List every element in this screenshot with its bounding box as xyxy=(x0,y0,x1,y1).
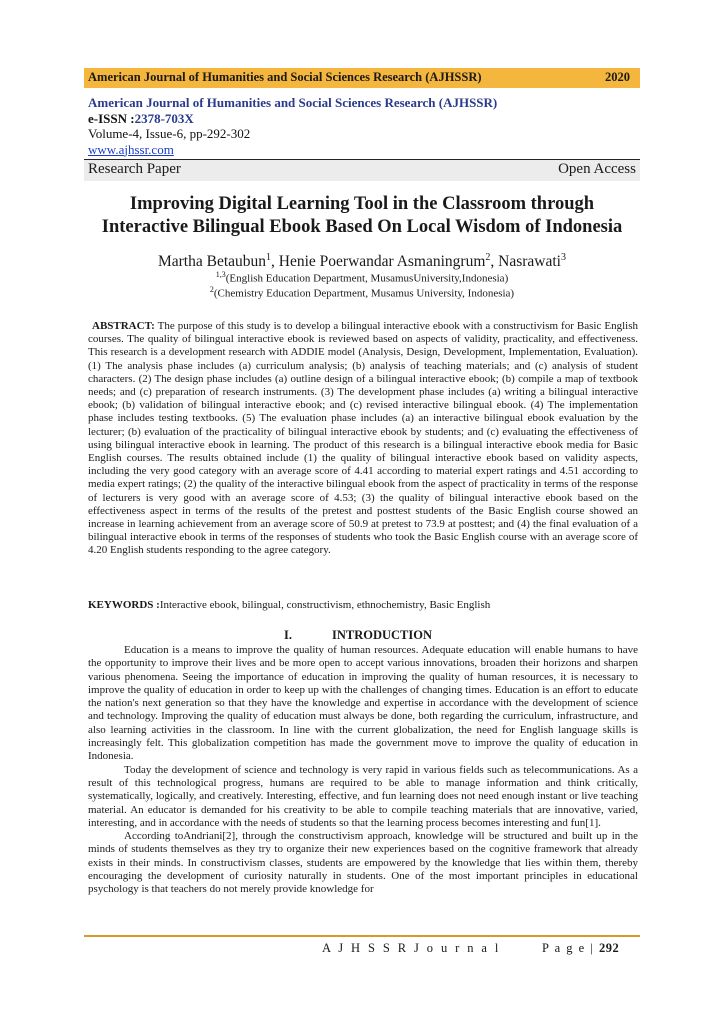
introduction-body xyxy=(88,644,638,897)
author-1: Martha Betaubun xyxy=(157,253,267,271)
affiliation-1 xyxy=(84,270,640,285)
affiliation-2-marker: 2 xyxy=(209,285,214,294)
keywords-text: Interactive ebook, bilingual, constructivism, ethnochemistry, Basic English xyxy=(159,599,491,611)
issn-label: e-ISSN : xyxy=(88,110,135,126)
author-2-affil: 2 xyxy=(485,252,491,263)
issn-value: 2378-703X xyxy=(134,110,194,126)
title-line-1: Improving Digital Learning Tool in the Classroom through xyxy=(129,194,595,214)
author-list xyxy=(84,252,640,271)
author-3: , Nasrawati xyxy=(490,253,561,271)
keywords-label: KEYWORDS : xyxy=(88,599,160,611)
paragraph: Today the development of science and technology is very rapid in various fields such as telecommunications. As a result of this technological progress, humans are required to be able to manage information and think critically, systematically, logically, and creatively. Interesting, effective, and fun learning does not need enough instant or live teaching material. An educator is demanded for his creativity to be able to compile teaching materials that are innovative, varied, interesting, and in accordance with the needs of students so that the learning process becomes interesting and fun[1]. xyxy=(88,763,638,829)
paragraph: According toAndriani[2], through the constructivism approach, knowledge will be structured and built up in the minds of students themselves as they try to organize their new experiences based on the cognitive framework that already exists in their minds. In constructivism classes, students are empowered by the knowledge that lies within them, thereby encouraging the development of curiosity naturally in students. One of the most important principles in educational psychology is that teachers do not merely provide knowledge for xyxy=(88,830,638,896)
affiliation-2 xyxy=(84,285,640,300)
masthead-issn xyxy=(88,111,497,127)
affiliation-1-text: (English Education Department, MusamusUniversity,Indonesia) xyxy=(225,272,509,285)
footer-journal: A J H S S R J o u r n a l xyxy=(322,941,501,955)
header-year: 2020 xyxy=(605,70,630,84)
footer-page-label: P a g e | xyxy=(542,941,599,955)
article-type: Research Paper xyxy=(88,161,181,177)
masthead-volume: Volume-4, Issue-6, pp-292-302 xyxy=(88,126,251,141)
footer-rule xyxy=(84,935,640,937)
section-heading xyxy=(84,628,640,644)
keywords xyxy=(88,599,638,611)
author-1-affil: 1 xyxy=(266,252,272,263)
title-line-2: Interactive Bilingual Ebook Based On Local Wisdom of Indonesia xyxy=(101,217,623,237)
footer-page xyxy=(542,941,619,956)
journal-url-link[interactable]: www.ajhssr.com xyxy=(88,141,174,157)
author-2: , Henie Poerwandar Asmaningrum xyxy=(271,253,486,271)
abstract-label: ABSTRACT: xyxy=(92,320,155,332)
paragraph: Education is a means to improve the quality of human resources. Adequate education will enable humans to have the opportunity to improve their lives and be more open to accept various innovations, broaden their horizons and sharpen various phenomena. Seeing the importance of education in improving the quality of human resources, it is necessary to improve the quality of education in order to keep up with the challenges of changing times. Education is an effort to educate the nation's next generation so that they have the knowledge and expertise in accordance with the development of science and technology. Improving the quality of education must always be done, both regarding the curriculum, infrastructure, and also learning activities in the classroom. In line with the current globalization, the need for English language skills is increasingly felt. This globalization competition has made the government move to improve the quality of education in Indonesia. xyxy=(88,644,638,763)
masthead xyxy=(88,95,497,157)
footer-page-number: 292 xyxy=(598,941,620,955)
paper-title xyxy=(84,193,640,239)
author-3-affil: 3 xyxy=(561,252,566,263)
affiliation-1-marker: 1,3 xyxy=(215,270,226,279)
affiliation-2-text: (Chemistry Education Department, Musamus University, Indonesia) xyxy=(213,287,515,300)
section-title: INTRODUCTION xyxy=(332,628,433,642)
access-type: Open Access xyxy=(558,161,636,177)
section-number: I. xyxy=(284,628,292,642)
header-journal-name: American Journal of Humanities and Social Sciences Research (AJHSSR) xyxy=(88,70,482,84)
masthead-journal: American Journal of Humanities and Social Sciences Research (AJHSSR) xyxy=(88,95,498,110)
abstract xyxy=(88,320,638,558)
article-type-bar xyxy=(84,159,640,181)
abstract-text: The purpose of this study is to develop a bilingual interactive ebook with a constructivism for Basic English courses. The quality of bilingual interactive ebook is reviewed based on aspects of validity, practicality, and effectiveness. This research is a development research with ADDIE model (Analysis, Design, Development, Implementation, Evaluation). (1) The analysis phase includes (a) curriculum analysis; (b) analysis of teaching materials; and (c) analysis of student characters. (2) The design phase includes (a) outline design of a bilingual interactive ebook; (b) compile a map of textbook needs; and (c) preparation of research instruments. (3) The development phase includes (a) writing a bilingual interactive ebook; (b) validation of bilingual interactive ebook; and (c) revised interactive bilingual ebook. (4) The implementation phase includes testing textbooks. (5) The evaluation phase includes (a) an interactive bilingual ebook evaluation by the lecturer; (b) evaluation of the practicality of bilingual interactive ebook by students; and (c) evaluating the effectiveness of using bilingual interactive ebook in learning. The product of this research is a bilingual interactive ebook media for Basic English courses. The results obtained include (1) the quality of bilingual interactive ebook based on validity aspects, including the very good category with an average score of 4.41 according to material expert ratings and 4.51 according to media expert ratings; (2) the quality of the interactive bilingual ebook from the aspect of practicality in terms of the response of lecturers is very good with an average score of 4.53; (3) the quality of bilingual interactive ebook based on the effectiveness aspect in terms of the results of the pretest and posttest students of the Basic English course showed an increase in learning achievement from an average score of 50.9 at pretest to 73.9 at posttest; and (4) the final evaluation of a bilingual interactive ebook in terms of the responses of students who took the Basic English course with an average score of 4.20 English students responding to the agree category. xyxy=(88,320,638,557)
